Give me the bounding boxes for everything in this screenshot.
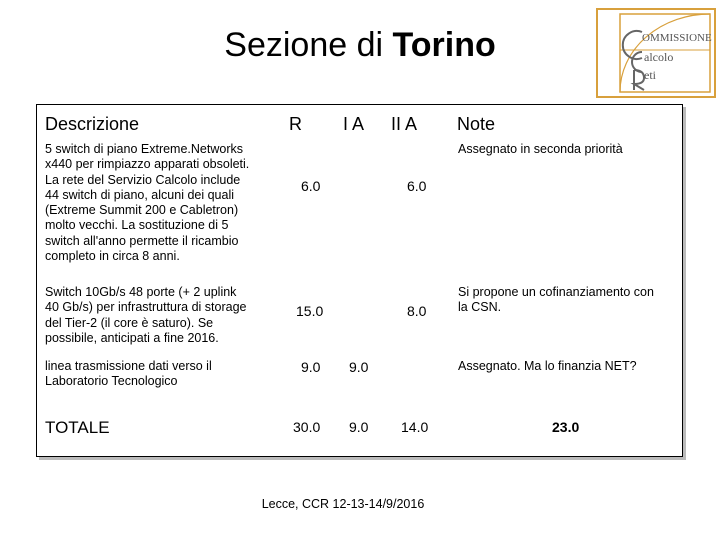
row3-ia-value: 9.0	[349, 359, 369, 375]
row3-r-value: 9.0	[301, 359, 321, 375]
row1-desc-line: 44 switch di piano, alcuni dei quali	[45, 187, 235, 202]
row3-note-line: Assegnato. Ma lo finanzia NET?	[458, 359, 637, 373]
row1-desc-line: x440 per rimpiazzo apparati obsoleti.	[45, 157, 250, 172]
total-note-value: 23.0	[552, 419, 580, 435]
row1-iia-value: 6.0	[407, 178, 427, 194]
row2-note	[458, 285, 654, 316]
title-prefix: Sezione di	[224, 26, 384, 64]
logo-word-calcolo: alcolo	[644, 50, 674, 64]
row1-desc-line: switch all'anno permette il ricambio	[45, 233, 239, 248]
row1-desc-line: La rete del Servizio Calcolo include	[45, 172, 241, 187]
header-r: R	[289, 114, 302, 134]
row2-iia-value: 8.0	[407, 303, 427, 319]
header-ia: I A	[343, 114, 365, 134]
total-iia-value: 14.0	[401, 419, 429, 435]
row1-note-line: Assegnato in seconda priorità	[458, 142, 623, 156]
budget-table	[36, 104, 683, 457]
row1-r-value: 6.0	[301, 178, 321, 194]
header-iia: II A	[391, 114, 418, 134]
row3-note	[458, 359, 637, 374]
header-descrizione: Descrizione	[45, 114, 140, 134]
row3-desc-line: linea trasmissione dati verso il	[45, 359, 212, 373]
table-row	[45, 285, 246, 346]
row2-desc-line: Switch 10Gb/s 48 porte (+ 2 uplink	[45, 285, 237, 299]
row1-desc-line: 5 switch di piano Extreme.Networks	[45, 142, 243, 156]
commissione-calcolo-reti-logo	[596, 8, 716, 98]
row2-note-line: Si propone un cofinanziamento con	[458, 285, 654, 299]
table-row	[45, 359, 212, 390]
row2-desc-line: possibile, anticipati a fine 2016.	[45, 330, 219, 345]
logo-word-commissione: OMMISSIONE	[642, 32, 712, 44]
row1-desc-line: molto vecchi. La sostituzione di 5	[45, 218, 229, 233]
row1-desc-line: completo in circa 8 anni.	[45, 249, 180, 264]
total-label: TOTALE	[45, 418, 110, 437]
row1-desc-line: (Extreme Summit 200 e Cabletron)	[45, 203, 239, 218]
total-r-value: 30.0	[293, 419, 321, 435]
table-row	[45, 142, 249, 264]
row3-desc-line: Laboratorio Tecnologico	[45, 374, 178, 389]
title-bold: Torino	[392, 26, 496, 64]
row1-note	[458, 142, 623, 157]
header-note: Note	[457, 114, 496, 134]
total-ia-value: 9.0	[349, 419, 369, 435]
row2-desc-line: 40 Gb/s) per infrastruttura di storage	[45, 300, 247, 315]
row2-r-value: 15.0	[296, 303, 324, 319]
row2-desc-line: del Tier-2 (il core è saturo). Se	[45, 315, 214, 330]
logo-word-reti: eti	[644, 68, 656, 82]
footer-text: Lecce, CCR 12-13-14/9/2016	[261, 497, 425, 511]
row2-note-line: la CSN.	[458, 300, 502, 315]
